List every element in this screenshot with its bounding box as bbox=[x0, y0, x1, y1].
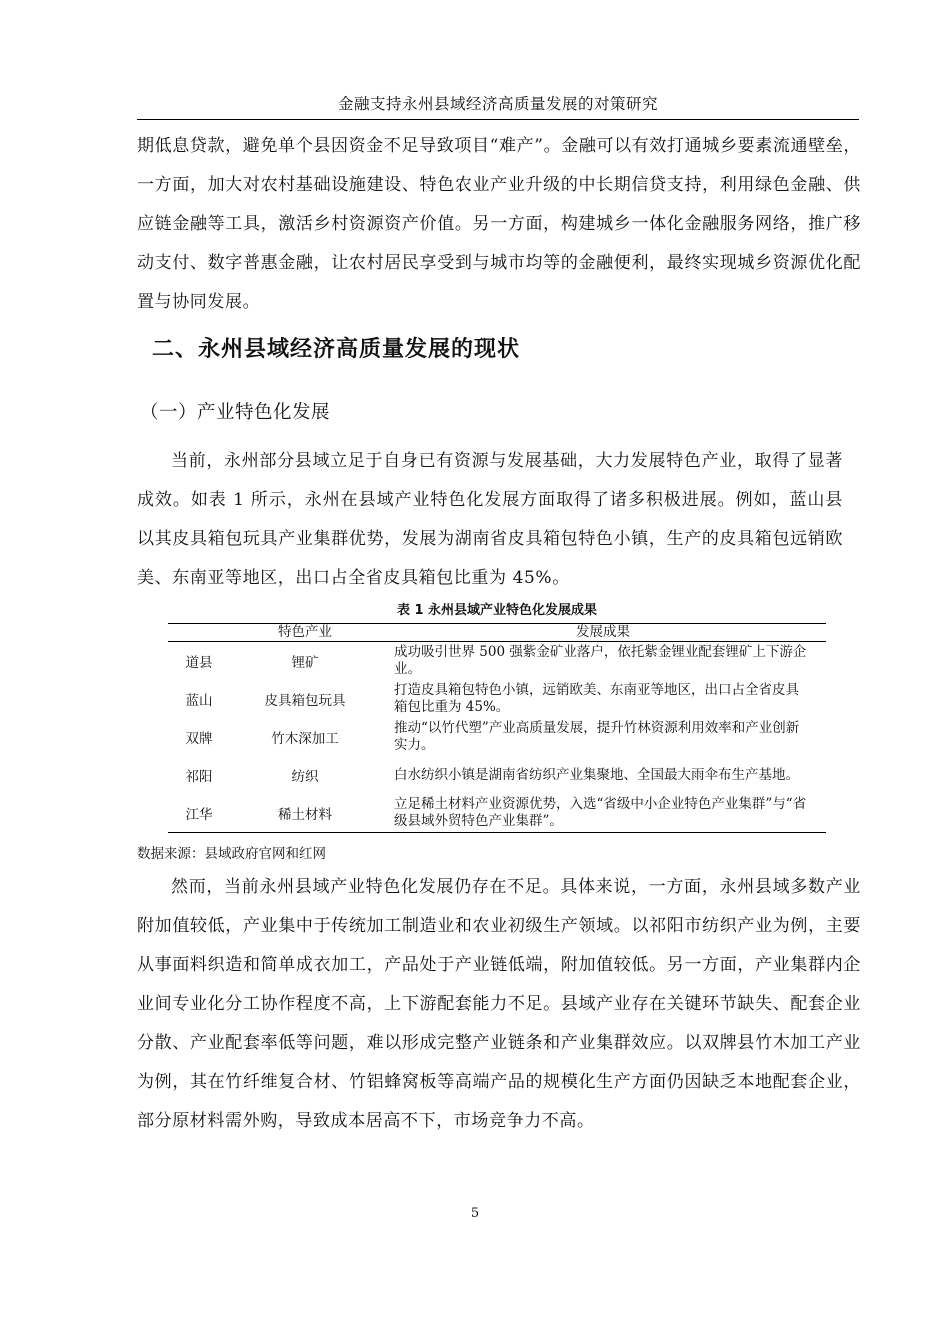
paragraph-industry-current: 当前，永州部分县域立足于自身已有资源与发展基础，大力发展特色产业，取得了显著成效。如表 1 所示，永州在县域产业特色化发展方面取得了诸多积极进展。例如，蓝山县以其皮具箱包玩具产业集群优势，发展为湖南省皮具箱包特色小镇，生产的皮具箱包远销欧美、东南亚等地区，出口占全省皮具箱包比重为 45%。 bbox=[137, 451, 843, 588]
section-heading: 二、永州县域经济高质量发展的现状 bbox=[152, 337, 521, 362]
table-row bbox=[168, 642, 826, 681]
table-row bbox=[168, 680, 826, 718]
table-source-note: 数据来源：县域政府官网和红网 bbox=[137, 846, 326, 862]
cell-county: 祁阳 bbox=[185, 769, 213, 785]
paragraph-industry-shortcomings: 然而，当前永州县域产业特色化发展仍存在不足。具体来说，一方面，永州县域多数产业附加值较低，产业集中于传统加工制造业和农业初级生产领域。以祁阳市纺织产业为例，主要从事面料织造和简单成衣加工，产品处于产业链低端，附加值较低。另一方面，产业集群内企业间专业化分工协作程度不高，上下游配套能力不足。县域产业存在关键环节缺失、配套企业分散、产业配套率低等问题，难以形成完整产业链条和产业集群效应。以双牌县竹木加工产业为例，其在竹纤维复合材、竹铝蜂窝板等高端产品的规模化生产方面仍因缺乏本地配套企业，部分原材料需外购，导致成本居高不下，市场竞争力不高。 bbox=[137, 877, 861, 1131]
cell-industry: 皮具箱包玩具 bbox=[264, 693, 346, 709]
cell-county: 道县 bbox=[185, 655, 213, 671]
cell-result: 推动“以竹代塑”产业高质量发展，提升竹林资源利用效率和产业创新实力。 bbox=[394, 720, 800, 753]
table-caption: 表 1 永州县域产业特色化发展成果 bbox=[396, 603, 598, 618]
cell-result: 成功吸引世界 500 强紫金矿业落户，依托紫金锂业配套锂矿上下游企业。 bbox=[394, 644, 807, 677]
cell-industry: 稀土材料 bbox=[278, 807, 332, 823]
header-industry: 特色产业 bbox=[230, 624, 380, 642]
table-row bbox=[168, 756, 826, 794]
cell-industry: 锂矿 bbox=[291, 655, 319, 671]
cell-result: 白水纺织小镇是湖南省纺织产业集聚地、全国最大雨伞布生产基地。 bbox=[394, 766, 799, 783]
subsection-heading: （一）产业特色化发展 bbox=[140, 402, 331, 423]
cell-county: 江华 bbox=[185, 807, 213, 823]
paragraph-finance-role: 期低息贷款，避免单个县因资金不足导致项目“难产”。金融可以有效打通城乡要素流通壁垒，一方面，加大对农村基础设施建设、特色农业产业升级的中长期信贷支持，利用绿色金融、供应链金融等工具，激活乡村资源资产价值。另一方面，构建城乡一体化金融服务网络，推广移动支付、数字普惠金融，让农村居民享受到与城市均等的金融便利，最终实现城乡资源优化配置与协同发展。 bbox=[137, 136, 861, 312]
header-county bbox=[168, 624, 230, 642]
cell-industry: 竹木深加工 bbox=[271, 731, 339, 747]
cell-result: 打造皮具箱包特色小镇，远销欧美、东南亚等地区，出口占全省皮具箱包比重为 45%。 bbox=[394, 682, 799, 715]
cell-county: 双牌 bbox=[185, 731, 213, 747]
table-row bbox=[168, 794, 826, 833]
running-header: 金融支持永州县域经济高质量发展的对策研究 bbox=[137, 92, 859, 120]
table-row bbox=[168, 718, 826, 756]
cell-result: 立足稀土材料产业资源优势，入选“省级中小企业特色产业集群”与“省级县域外贸特色产业集群”。 bbox=[394, 796, 807, 829]
page-number: 5 bbox=[470, 1206, 480, 1221]
cell-industry: 纺织 bbox=[291, 769, 319, 785]
cell-county: 蓝山 bbox=[185, 693, 213, 709]
header-result: 发展成果 bbox=[380, 624, 826, 642]
table-header-row bbox=[168, 624, 826, 642]
industry-results-table bbox=[168, 623, 826, 833]
